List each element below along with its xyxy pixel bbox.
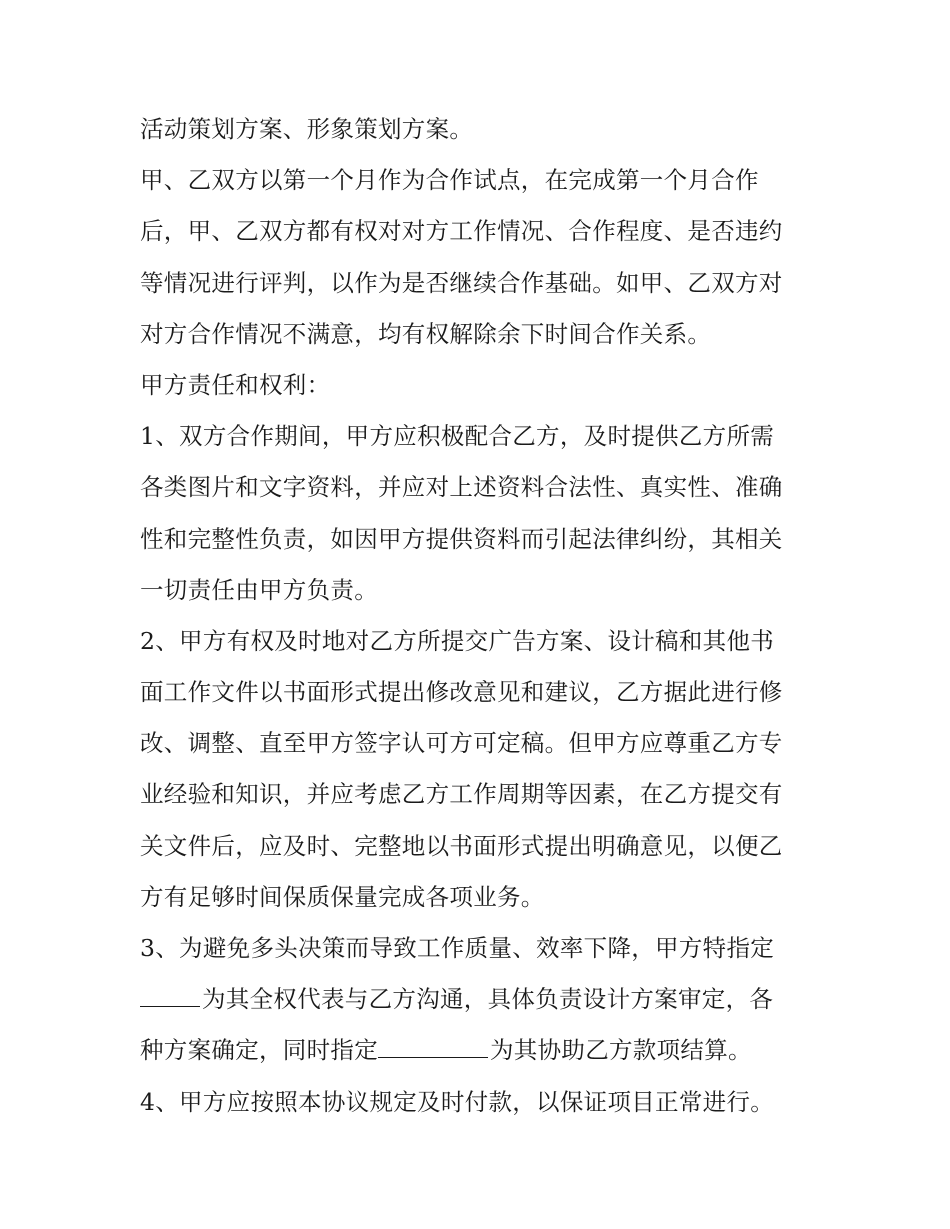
text-line-with-blank [140,1025,815,1076]
text-line: 甲、乙双方以第一个月作为合作试点，在完成第一个月合作 [140,166,759,195]
text-line: 一切责任由甲方负责。 [140,575,378,604]
text-line: 4、甲方应按照本协议规定及时付款，以保证项目正常进行。 [140,1087,775,1116]
document-body [140,104,815,1128]
text-line: 对方合作情况不满意，均有权解除余下时间合作关系。 [140,319,712,348]
text-line: 活动策划方案、形象策划方案。 [140,115,474,143]
text-line: 业经验和知识，并应考虑乙方工作周期等因素，在乙方提交有 [140,780,783,809]
text-line: 后，甲、乙双方都有权对对方工作情况、合作程度、是否违约 [140,217,783,246]
text-line: 关文件后，应及时、完整地以书面形式提出明确意见，以便乙 [140,831,783,860]
text-fragment: 为其协助乙方款项结算。 [490,1036,752,1065]
text-line: 1、双方合作期间，甲方应积极配合乙方，及时提供乙方所需 [140,422,775,451]
text-line: 面工作文件以书面形式提出修改意见和建议，乙方据此进行修 [140,678,783,707]
text-fragment: 为其全权代表与乙方沟通，具体负责设计方案审定，各 [202,985,774,1014]
text-line-with-blank [140,974,815,1025]
text-line: 3、为避免多头决策而导致工作质量、效率下降，甲方特指定 [140,934,775,962]
text-line: 改、调整、直至甲方签字认可方可定稿。但甲方应尊重乙方专 [140,729,783,758]
text-fragment: 种方案确定，同时指定 [140,1036,378,1065]
fill-in-blank-assistant [378,1035,488,1058]
fill-in-blank-representative [140,984,200,1007]
text-line: 等情况进行评判，以作为是否继续合作基础。如甲、乙双方对 [140,268,783,297]
text-line: 各类图片和文字资料，并应对上述资料合法性、真实性、准确 [140,473,783,502]
text-line: 2、甲方有权及时地对乙方所提交广告方案、设计稿和其他书 [140,626,775,655]
section-heading: 甲方责任和权利： [140,370,331,399]
text-line: 性和完整性负责，如因甲方提供资料而引起法律纠纷，其相关 [140,524,783,553]
text-line: 方有足够时间保质保量完成各项业务。 [140,882,545,911]
